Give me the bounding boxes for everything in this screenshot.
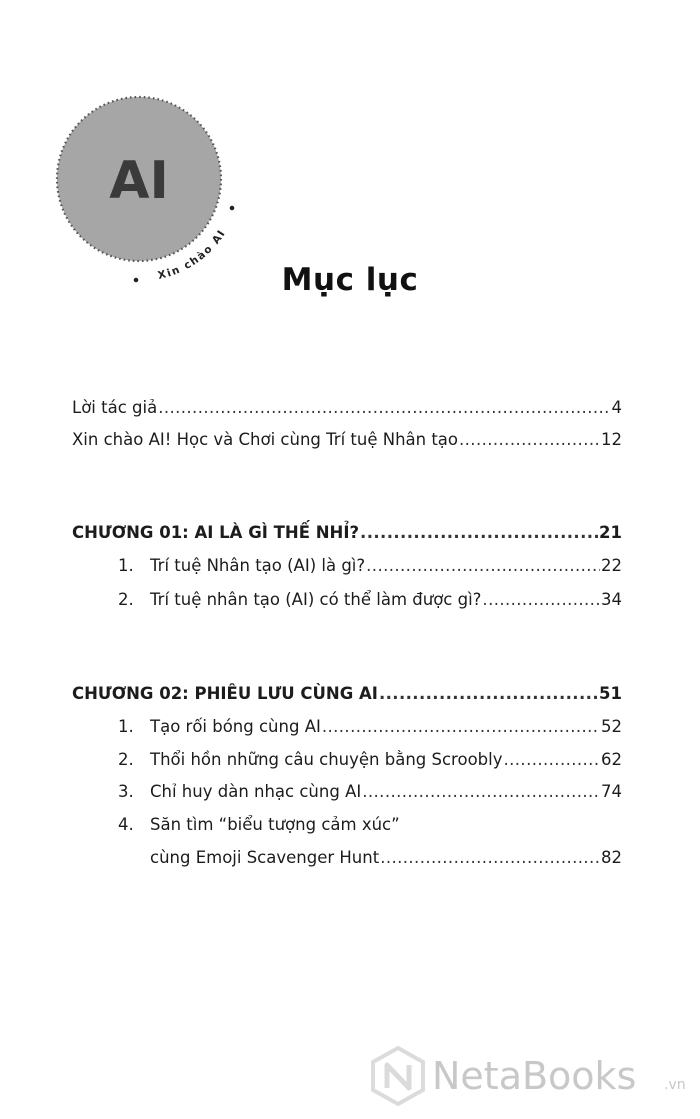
section-page: 62 [601,750,622,769]
dot-leader [380,848,600,867]
toc-section-02-1 [118,717,622,736]
section-title: Tạo rối bóng cùng AI [150,717,321,736]
dot-leader [379,684,598,703]
section-page: 34 [601,590,622,609]
section-page: 52 [601,717,622,736]
section-page: 74 [601,782,622,801]
n-logo-icon [373,1048,423,1104]
dot-leader [362,782,600,801]
chapter-page: 51 [599,684,622,703]
toc-entry-front-2 [72,430,622,449]
section-page: 22 [601,556,622,575]
chapter-title: CHƯƠNG 01: AI LÀ GÌ THẾ NHỈ? [72,523,360,542]
toc-section-01-1 [118,556,622,575]
section-title: Thổi hồn những câu chuyện bằng Scroobly [150,750,503,769]
toc-entry-page: 12 [601,430,622,449]
toc-entry-page: 4 [611,398,622,417]
toc-entry-front-1 [72,398,622,417]
dot-leader [360,523,598,542]
page-title: Mục lục [281,262,419,298]
toc-section-02-2 [118,750,622,769]
toc-section-02-4-continuation [150,848,622,867]
toc-entry-text: Lời tác giả [72,398,158,417]
chapter-page: 21 [599,523,622,542]
netabooks-watermark [368,1046,688,1106]
ai-badge [44,84,244,284]
section-title: Săn tìm “biểu tượng cảm xúc” [150,815,400,834]
dot-leader [366,556,600,575]
section-number: 2. [118,750,134,769]
section-page: 82 [601,848,622,867]
badge-curved-text: Xin chào AI [156,227,229,282]
dot-leader [504,750,601,769]
section-number: 2. [118,590,134,609]
toc-section-02-4 [118,815,622,834]
dot-leader [482,590,600,609]
section-title: Trí tuệ Nhân tạo (AI) là gì? [150,556,366,575]
dot-leader [322,717,600,736]
badge-dot-right [230,206,235,211]
badge-main-text: AI [109,151,169,211]
chapter-title: CHƯƠNG 02: PHIÊU LƯU CÙNG AI [72,684,378,703]
dot-leader [158,398,610,417]
section-number: 1. [118,717,134,736]
toc-chapter-01 [72,523,622,542]
toc-entry-text: Xin chào AI! Học và Chơi cùng Trí tuệ Nhân tạo [72,430,459,449]
section-title: Trí tuệ nhân tạo (AI) có thể làm được gì? [150,590,482,609]
section-number: 1. [118,556,134,575]
section-title: Chỉ huy dàn nhạc cùng AI [150,782,362,801]
watermark-suffix: .vn [664,1077,686,1093]
watermark-brand: NetaBooks [432,1054,637,1098]
toc-section-01-2 [118,590,622,609]
toc-chapter-02 [72,684,622,703]
section-number: 4. [118,815,134,834]
toc-section-02-3 [118,782,622,801]
dot-leader [459,430,600,449]
section-title-continuation: cùng Emoji Scavenger Hunt [150,848,380,867]
section-number: 3. [118,782,134,801]
